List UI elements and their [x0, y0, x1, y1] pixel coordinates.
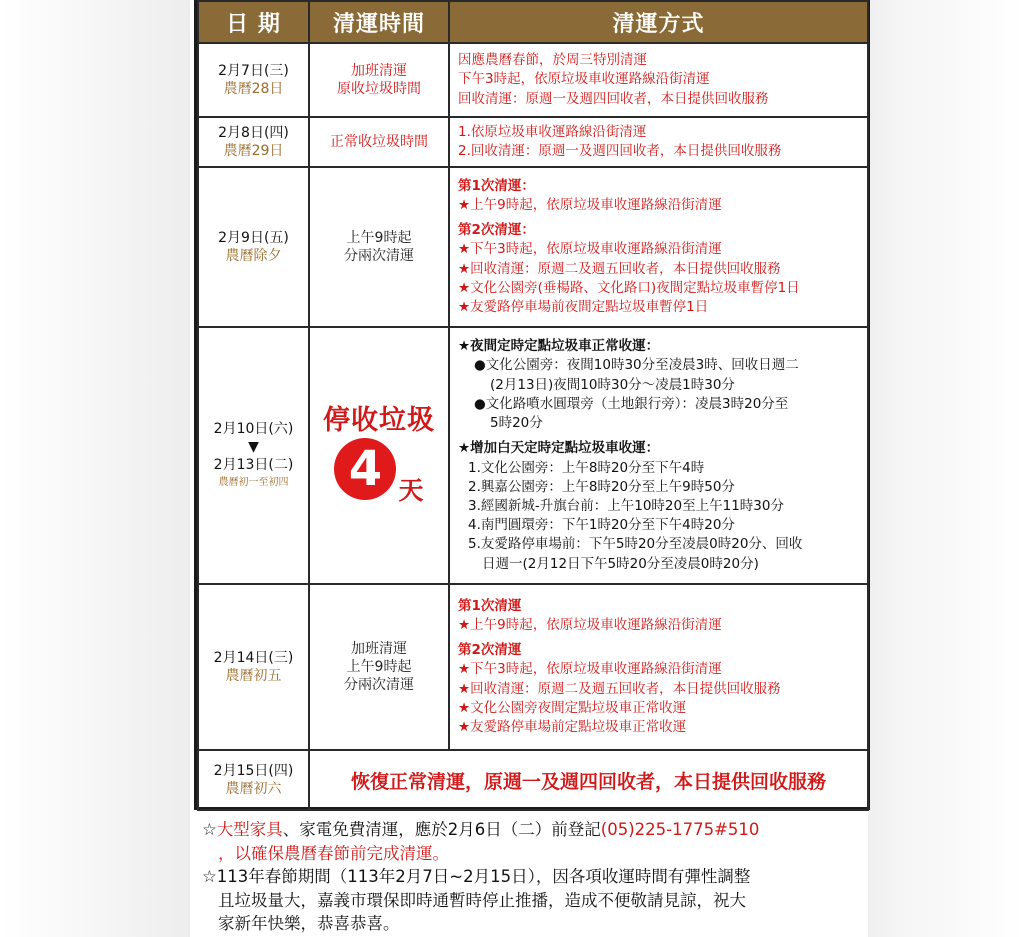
- left-background: [0, 0, 190, 937]
- method-line: 2.回收清運：原週一及週四回收者，本日提供回收服務: [458, 143, 782, 159]
- arrow-down-icon: ▼: [248, 438, 259, 455]
- date-text: 2月15日(四): [213, 763, 294, 779]
- method-line: 2.興嘉公園旁：上午8時20分至上午9時50分: [468, 478, 735, 495]
- method-line: 5時20分: [490, 415, 543, 432]
- header-date: 日 期: [198, 1, 309, 43]
- table-row: [198, 327, 868, 584]
- first-round-title: 第1次清運: [458, 597, 522, 614]
- method-line: ★友愛路停車場前夜間定點垃圾車暫停1日: [458, 299, 709, 315]
- time-cell: [309, 327, 449, 584]
- header-time: 清運時間: [309, 1, 449, 43]
- method-line: ★友愛路停車場前定點垃圾車正常收運: [458, 719, 687, 735]
- date-cell: [198, 750, 309, 810]
- note-highlight: 大型家具: [216, 820, 283, 839]
- time-line: 加班清運: [351, 63, 407, 79]
- note-text: 113年春節期間（113年2月7日~2月15日），因各項收運時間有彈性調整: [216, 867, 751, 886]
- note-text: 、家電免費清運，應於2月6日（二）前登記: [282, 820, 601, 839]
- stop-collection-label: 停收垃圾: [323, 404, 435, 436]
- note-1-line-2: ，以確保農曆春節前完成清運。: [218, 843, 449, 863]
- schedule-table: [197, 0, 869, 811]
- time-cell: [309, 43, 449, 117]
- table-row: [198, 43, 868, 117]
- time-line: 上午9時起: [346, 659, 412, 675]
- first-round-title: 第1次清運：: [458, 177, 535, 194]
- method-line: ●文化路噴水圓環旁（土地銀行旁）：凌晨3時20分至: [474, 395, 789, 412]
- method-line: ★回收清運：原週二及週五回收者，本日提供回收服務: [458, 260, 781, 277]
- method-line: 4.南門圓環旁：下午1時20分至下午4時20分: [468, 517, 735, 534]
- days-unit: 天: [398, 475, 424, 505]
- schedule-board: [194, 0, 870, 810]
- time-line: 加班清運: [351, 641, 407, 657]
- note-2: [202, 865, 882, 889]
- note-1: [202, 818, 882, 842]
- method-cell: [449, 327, 868, 584]
- time-line: 分兩次清運: [344, 248, 414, 264]
- time-cell: [309, 167, 449, 327]
- second-round-title: 第2次清運：: [458, 222, 535, 239]
- right-background: [868, 0, 1024, 937]
- table-row: [198, 167, 868, 327]
- method-cell: [449, 584, 868, 750]
- method-line: ★上午9時起，依原垃圾車收運路線沿街清運: [458, 196, 722, 213]
- method-line: ★文化公園旁夜間定點垃圾車正常收運: [458, 699, 687, 716]
- method-cell: [449, 43, 868, 117]
- lunar-date: 農曆29日: [223, 143, 284, 159]
- resume-banner: 恢復正常清運，原週一及週四回收者，本日提供回收服務: [309, 750, 868, 810]
- date-end: 2月13日(二): [213, 456, 294, 473]
- date-text: 2月8日(四): [218, 125, 289, 141]
- date-cell: [198, 167, 309, 327]
- method-line: 日週一(2月12日下午5時20分至凌晨0時20分): [482, 555, 759, 572]
- method-line: 3.經國新城-升旗台前：上午10時20至上午11時30分: [468, 497, 784, 514]
- method-cell: [449, 117, 868, 167]
- time-cell: [309, 117, 449, 167]
- star-icon: ☆: [202, 820, 217, 839]
- phone-number: (05)225-1775#510: [600, 820, 760, 839]
- days-circle-badge: 4: [334, 438, 396, 500]
- method-line: ★上午9時起，依原垃圾車收運路線沿街清運: [458, 616, 722, 633]
- method-line: 下午3時起，依原垃圾車收運路線沿街清運: [458, 71, 710, 88]
- method-line: 回收清運：原週一及週四回收者，本日提供回收服務: [458, 90, 769, 107]
- method-line: 1.文化公園旁：上午8時20分至下午4時: [468, 459, 705, 476]
- date-cell: [198, 327, 309, 584]
- date-cell: [198, 43, 309, 117]
- note-2-line-2: 且垃圾量大，嘉義市環保即時通暫時停止推播，造成不便敬請見諒，祝大: [218, 890, 746, 910]
- lunar-date: 農曆初一至初四: [218, 476, 289, 488]
- method-line: ★文化公園旁(垂楊路、文化路口)夜間定點垃圾車暫停1日: [458, 279, 800, 296]
- header-method: 清運方式: [449, 1, 868, 43]
- method-cell: [449, 167, 868, 327]
- method-line: 1.依原垃圾車收運路線沿街清運: [458, 123, 647, 140]
- table-row: [198, 117, 868, 167]
- date-text: 2月14日(三): [213, 650, 294, 666]
- table-row: [198, 750, 868, 810]
- date-text: 2月9日(五): [218, 230, 289, 246]
- lunar-date: 農曆初六: [225, 781, 282, 797]
- method-line: 因應農曆春節，於周三特別清運: [458, 52, 647, 69]
- method-line: 5.友愛路停車場前：下午5時20分至凌晨0時20分、回收: [468, 536, 803, 553]
- lunar-date: 農曆初五: [225, 668, 282, 684]
- date-cell: [198, 584, 309, 750]
- lunar-date: 農曆28日: [223, 81, 284, 97]
- time-line: 上午9時起: [346, 230, 412, 246]
- time-line: 分兩次清運: [344, 677, 414, 693]
- table-header-row: [198, 1, 868, 43]
- night-title: ★夜間定時定點垃圾車正常收運：: [458, 338, 660, 355]
- table-row: [198, 584, 868, 750]
- date-text: 2月7日(三): [218, 63, 289, 79]
- footnotes: [202, 818, 882, 936]
- method-line: ●文化公園旁：夜間10時30分至凌晨3時、回收日週二: [474, 357, 799, 374]
- date-start: 2月10日(六): [213, 420, 294, 437]
- method-line: (2月13日)夜間10時30分～凌晨1時30分: [490, 376, 735, 393]
- day-title: ★增加白天定時定點垃圾車收運：: [458, 440, 660, 457]
- lunar-date: 農曆除夕: [225, 248, 282, 264]
- note-2-line-3: 家新年快樂，恭喜恭喜。: [218, 914, 400, 933]
- second-round-title: 第2次清運: [458, 642, 522, 659]
- star-icon: ☆: [202, 867, 217, 886]
- time-line: 正常收垃圾時間: [330, 134, 428, 150]
- method-line: ★下午3時起，依原垃圾車收運路線沿街清運: [458, 241, 722, 258]
- method-line: ★回收清運：原週二及週五回收者，本日提供回收服務: [458, 680, 781, 697]
- method-line: ★下午3時起，依原垃圾車收運路線沿街清運: [458, 661, 722, 678]
- date-cell: [198, 117, 309, 167]
- time-cell: [309, 584, 449, 750]
- time-line: 原收垃圾時間: [337, 81, 421, 97]
